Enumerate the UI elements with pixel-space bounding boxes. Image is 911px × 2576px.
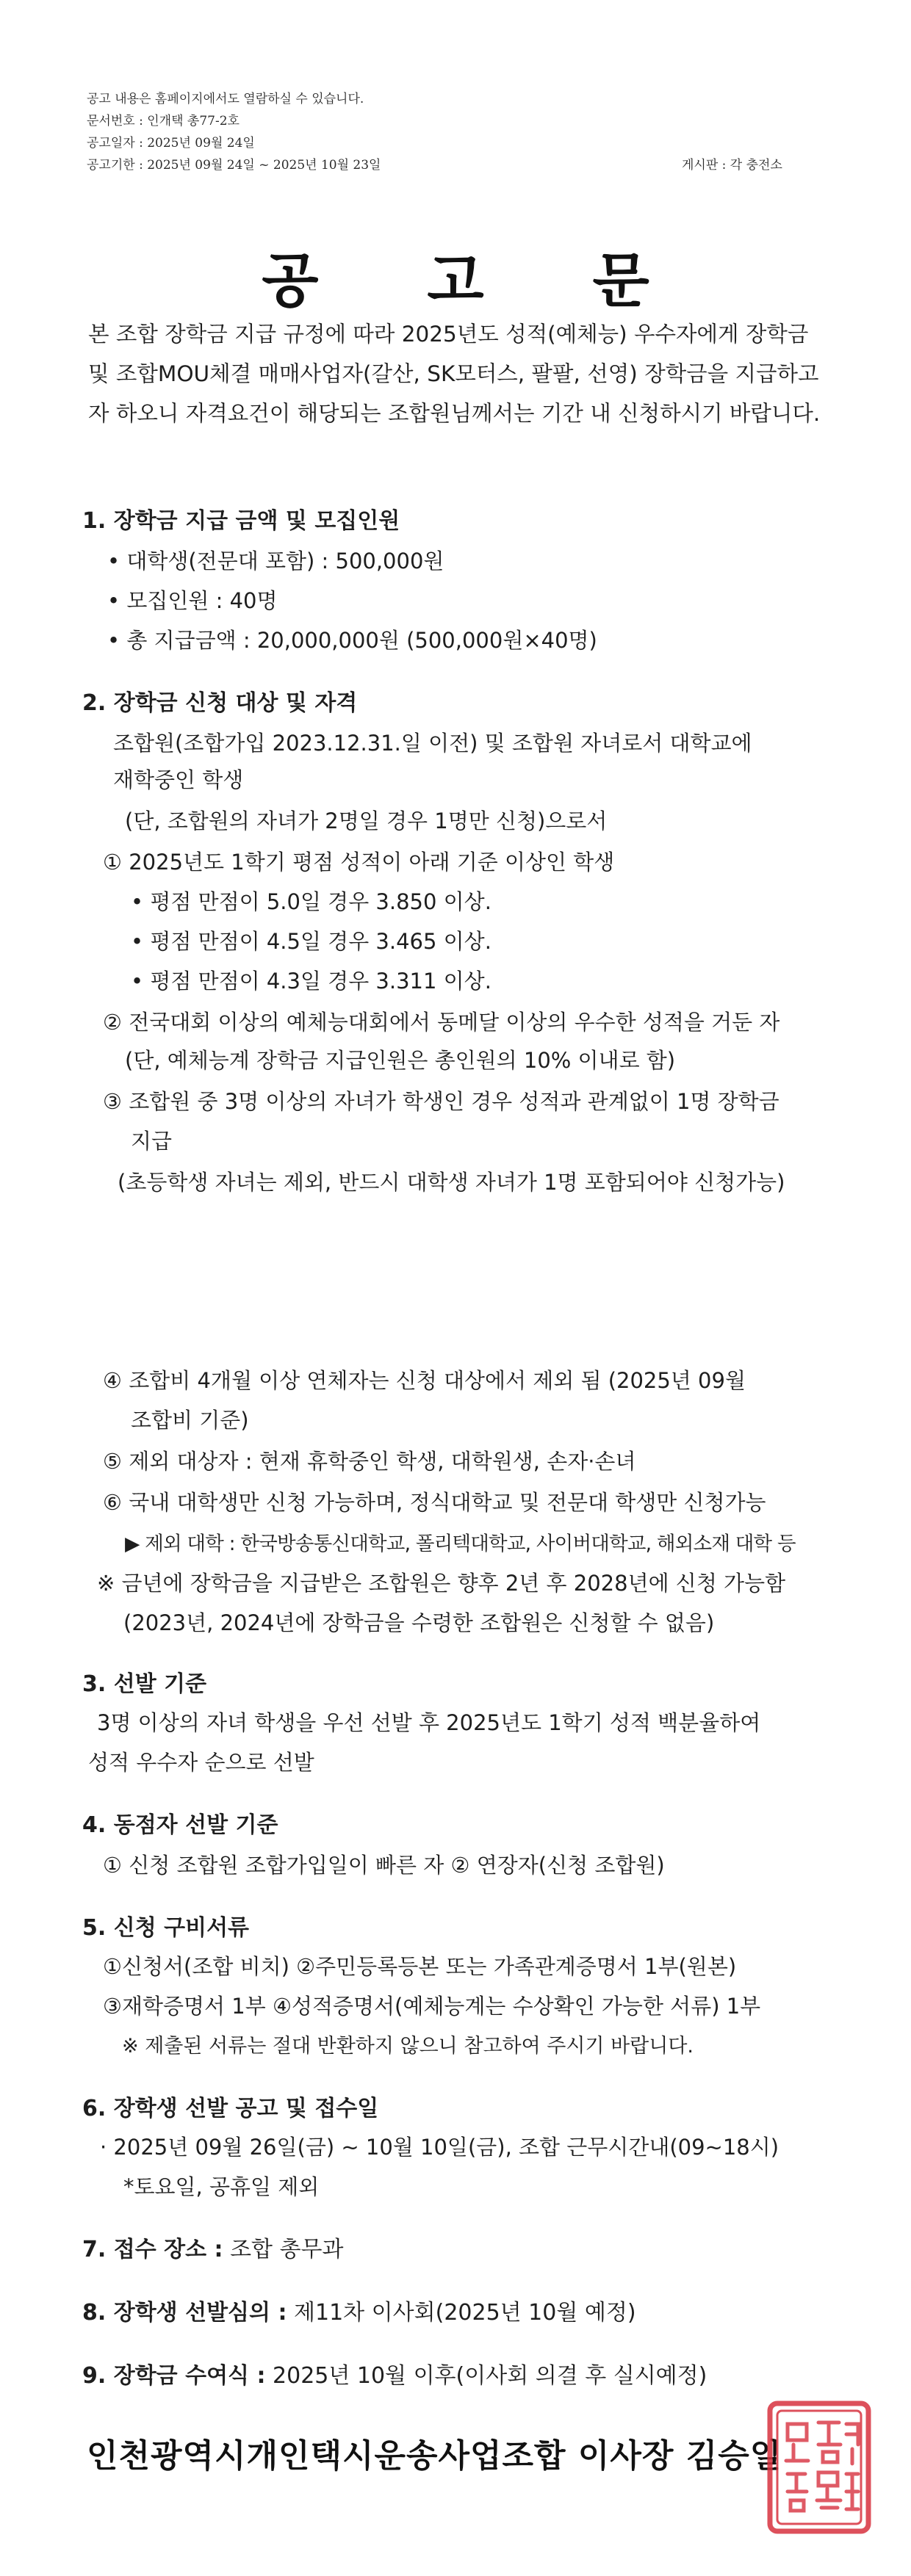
s2-gpa-43: • 평점 만점이 4.3일 경우 3.311 이상. <box>131 969 491 994</box>
s5-line-2: ③재학증명서 1부 ④성적증명서(예체능계는 수상확인 가능한 서류) 1부 <box>103 1994 761 2019</box>
s2-reapply-note-cont: (2023년, 2024년에 장학금을 수령한 조합원은 신청할 수 없음) <box>123 1610 715 1635</box>
section-8-value: 제11차 이사회(2025년 10월 예정) <box>287 2300 636 2326</box>
s4-line-1: ① 신청 조합원 조합가입일이 빠른 자 ② 연장자(신청 조합원) <box>103 1853 665 1878</box>
section-9 <box>82 2357 707 2389</box>
section-2-heading: 2. 장학금 신청 대상 및 자격 <box>82 690 358 716</box>
section-3-heading: 3. 선발 기준 <box>82 1671 207 1697</box>
section-1-heading: 1. 장학금 지급 금액 및 모집인원 <box>82 508 400 534</box>
s6-period: · 2025년 09월 26일(금) ~ 10월 10일(금), 조합 근무시간내(09~18시) <box>100 2135 779 2160</box>
s6-note: *토요일, 공휴일 제외 <box>123 2174 320 2199</box>
s2-criterion-4: ④ 조합비 4개월 이상 연체자는 신청 대상에서 제외 됨 (2025년 09월 <box>103 1368 746 1393</box>
s3-line-2: 성적 우수자 순으로 선발 <box>88 1750 314 1775</box>
section-7-value: 조합 총무과 <box>223 2237 344 2262</box>
s2-criterion-3-note: (초등학생 자녀는 제외, 반드시 대학생 자녀가 1명 포함되어야 신청가능) <box>118 1170 785 1195</box>
s5-line-1: ①신청서(조합 비치) ②주민등록등본 또는 가족관계증명서 1부(원본) <box>103 1954 737 1979</box>
s2-line-3: (단, 조합원의 자녀가 2명일 경우 1명만 신청)으로서 <box>125 808 608 833</box>
s2-criterion-3-cont: 지급 <box>131 1129 173 1154</box>
section-9-heading: 9. 장학금 수여식 : <box>82 2363 266 2389</box>
s2-line-2: 재학중인 학생 <box>113 767 244 792</box>
s2-gpa-45: • 평점 만점이 4.5일 경우 3.465 이상. <box>131 929 491 954</box>
s2-criterion-2: ② 전국대회 이상의 예체능대회에서 동메달 이상의 우수한 성적을 거둔 자 <box>103 1010 780 1035</box>
s5-documents-note: ※ 제출된 서류는 절대 반환하지 않으니 참고하여 주시기 바랍니다. <box>122 2035 694 2058</box>
s2-criterion-6: ⑥ 국내 대학생만 신청 가능하며, 정식대학교 및 전문대 학생만 신청가능 <box>103 1490 766 1515</box>
s3-line-1: 3명 이상의 자녀 학생을 우선 선발 후 2025년도 1학기 성적 백분율하여 <box>97 1710 761 1735</box>
s2-excluded-universities: ▶ 제외 대학 : 한국방송통신대학교, 폴리텍대학교, 사이버대학교, 해외소재 대학 등 <box>125 1533 796 1555</box>
posting-date: 공고일자 : 2025년 09월 24일 <box>87 136 255 151</box>
s2-gpa-5: • 평점 만점이 5.0일 경우 3.850 이상. <box>131 889 491 914</box>
s1-item-1: • 대학생(전문대 포함) : 500,000원 <box>107 549 444 574</box>
s2-reapply-note: ※ 금년에 장학금을 지급받은 조합원은 향후 2년 후 2028년에 신청 가능함 <box>97 1571 786 1596</box>
bulletin-board: 게시판 : 각 충전소 <box>682 158 782 173</box>
s1-item-2: • 모집인원 : 40명 <box>107 588 278 613</box>
s2-criterion-2-note: (단, 예체능계 장학금 지급인원은 총인원의 10% 이내로 함) <box>125 1048 676 1073</box>
official-seal-stamp <box>764 2398 874 2537</box>
section-7-heading: 7. 접수 장소 : <box>82 2237 223 2262</box>
s2-criterion-1: ① 2025년도 1학기 평점 성적이 아래 기준 이상인 학생 <box>103 850 615 875</box>
page-title: 공 고 문 <box>262 247 694 315</box>
s2-criterion-4-cont: 조합비 기준) <box>131 1408 249 1433</box>
section-5-heading: 5. 신청 구비서류 <box>82 1915 250 1941</box>
s2-criterion-3: ③ 조합원 중 3명 이상의 자녀가 학생인 경우 성적과 관계없이 1명 장학금 <box>103 1089 779 1114</box>
s2-line-1: 조합원(조합가입 2023.12.31.일 이전) 및 조합원 자녀로서 대학교에 <box>113 731 752 756</box>
section-7 <box>82 2231 344 2263</box>
signature-line: 인천광역시개인택시운송사업조합 이사장 김승일 <box>87 2437 782 2475</box>
posting-period: 공고기한 : 2025년 09월 24일 ~ 2025년 10월 23일 <box>87 158 381 173</box>
section-8 <box>82 2294 636 2326</box>
document-number: 문서번호 : 인개택 총77-2호 <box>87 114 240 129</box>
section-6-heading: 6. 장학생 선발 공고 및 접수일 <box>82 2096 379 2121</box>
s1-item-3: • 총 지급금액 : 20,000,000원 (500,000원×40명) <box>107 628 597 653</box>
s2-criterion-5: ⑤ 제외 대상자 : 현재 휴학중인 학생, 대학원생, 손자·손녀 <box>103 1449 636 1474</box>
intro-paragraph: 본 조합 장학금 지급 규정에 따라 2025년도 성적(예체능) 우수자에게 장학금 및 조합MOU체결 매매사업자(갈산, SK모터스, 팔팔, 선영) 장학금을 지급하고자 하오니 자격요건이 해당되는 조합원님께서는 기간 내 신청하시기 바랍니다. <box>88 322 821 426</box>
section-4-heading: 4. 동점자 선발 기준 <box>82 1812 278 1838</box>
section-8-heading: 8. 장학생 선발심의 : <box>82 2300 287 2326</box>
homepage-notice: 공고 내용은 홈페이지에서도 열람하실 수 있습니다. <box>87 92 364 106</box>
section-9-value: 2025년 10월 이후(이사회 의결 후 실시예정) <box>265 2363 707 2389</box>
